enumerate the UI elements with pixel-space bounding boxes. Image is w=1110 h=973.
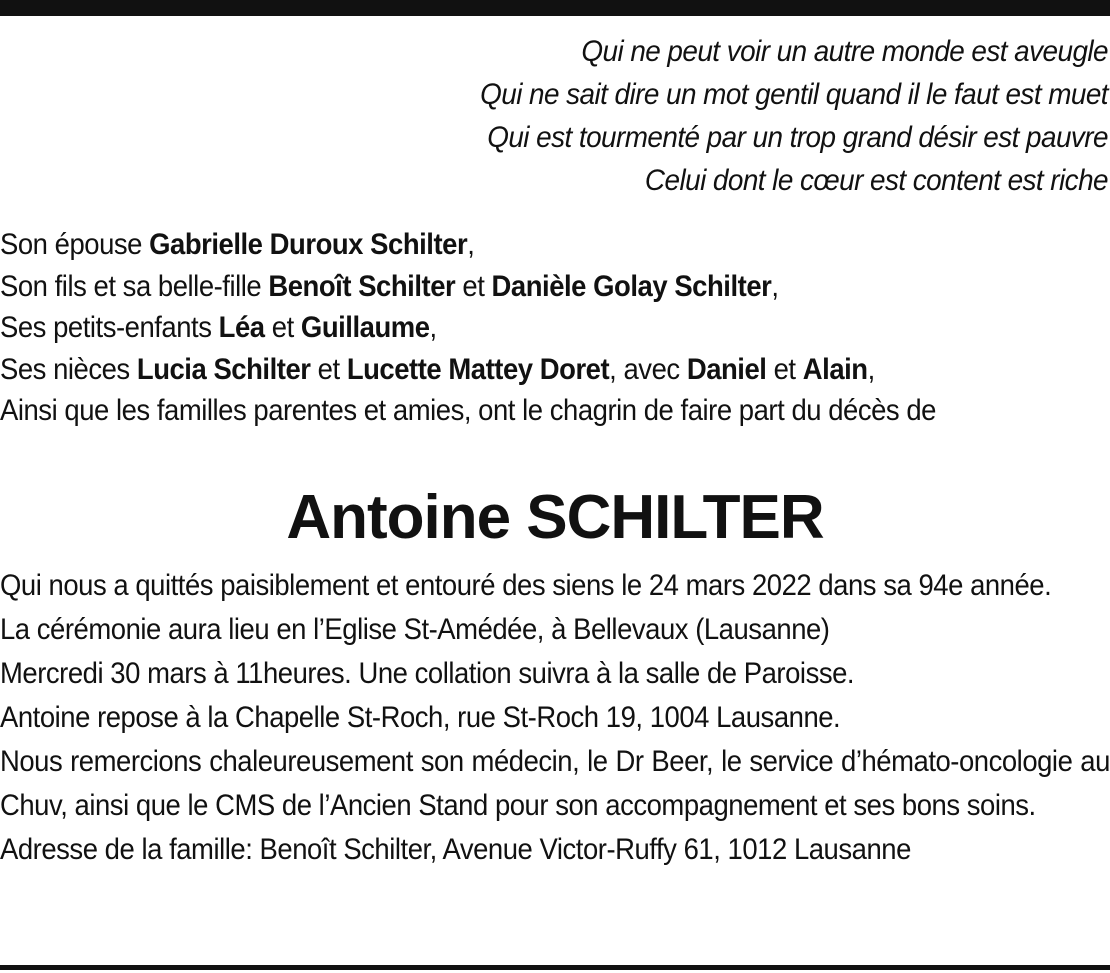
- family-name: Benoît Schilter: [268, 269, 456, 303]
- family-announcement: [0, 224, 1098, 432]
- family-name: Danièle Golay Schilter: [491, 269, 772, 303]
- family-name: Daniel: [686, 352, 767, 386]
- poem-line: Qui est tourmenté par un trop grand désir est pauvre: [487, 121, 1109, 154]
- family-name: Alain: [802, 352, 868, 386]
- poem-line: Qui ne sait dire un mot gentil quand il le faut est muet: [480, 78, 1108, 111]
- poem-line: Celui dont le cœur est content est riche: [644, 164, 1108, 197]
- bottom-rule: [0, 965, 1110, 970]
- family-name: Lucette Mattey Doret: [346, 352, 610, 386]
- family-name: Guillaume: [300, 311, 430, 344]
- family-name: Lucia Schilter: [136, 352, 311, 386]
- paragraph-date: Mercredi 30 mars à 11heures. Une collation suivra à la salle de Paroisse.: [0, 657, 855, 690]
- family-line-grandchildren: Ses petits-enfants Léa et Guillaume,: [0, 311, 437, 344]
- family-line-son: Son fils et sa belle-fille Benoît Schilter et Danièle Golay Schilter,: [0, 269, 779, 303]
- paragraph-ceremony: La cérémonie aura lieu en l’Eglise St-Amédée, à Bellevaux (Lausanne): [0, 613, 830, 646]
- top-rule: [0, 0, 1110, 16]
- paragraph-address: Adresse de la famille: Benoît Schilter, Avenue Victor-Ruffy 61, 1012 Lausanne: [0, 833, 911, 866]
- family-line-relatives: Ainsi que les familles parentes et amies, ont le chagrin de faire part du décès de: [0, 394, 936, 427]
- announcement-body: [0, 564, 1110, 872]
- deceased-name: Antoine SCHILTER: [286, 483, 824, 552]
- family-name: Gabrielle Duroux Schilter: [149, 228, 468, 261]
- family-line-spouse: Son épouse Gabrielle Duroux Schilter,: [0, 228, 475, 261]
- family-name: Léa: [218, 311, 265, 344]
- poem: [178, 30, 1108, 202]
- family-line-nieces: Ses nièces Lucia Schilter et Lucette Mattey Doret, avec Daniel et Alain,: [0, 352, 875, 386]
- paragraph-thanks: Nous remercions chaleureusement son médecin, le Dr Beer, le service d’hémato-oncologie au Chuv, ainsi que le CMS de l’Ancien Stand pour son accompagnement et ses bons soins.: [0, 745, 1110, 822]
- paragraph-chapel: Antoine repose à la Chapelle St-Roch, rue St-Roch 19, 1004 Lausanne.: [0, 701, 841, 734]
- poem-line: Qui ne peut voir un autre monde est aveugle: [581, 35, 1108, 68]
- paragraph-passing: Qui nous a quittés paisiblement et entouré des siens le 24 mars 2022 dans sa 94e année.: [0, 569, 1052, 602]
